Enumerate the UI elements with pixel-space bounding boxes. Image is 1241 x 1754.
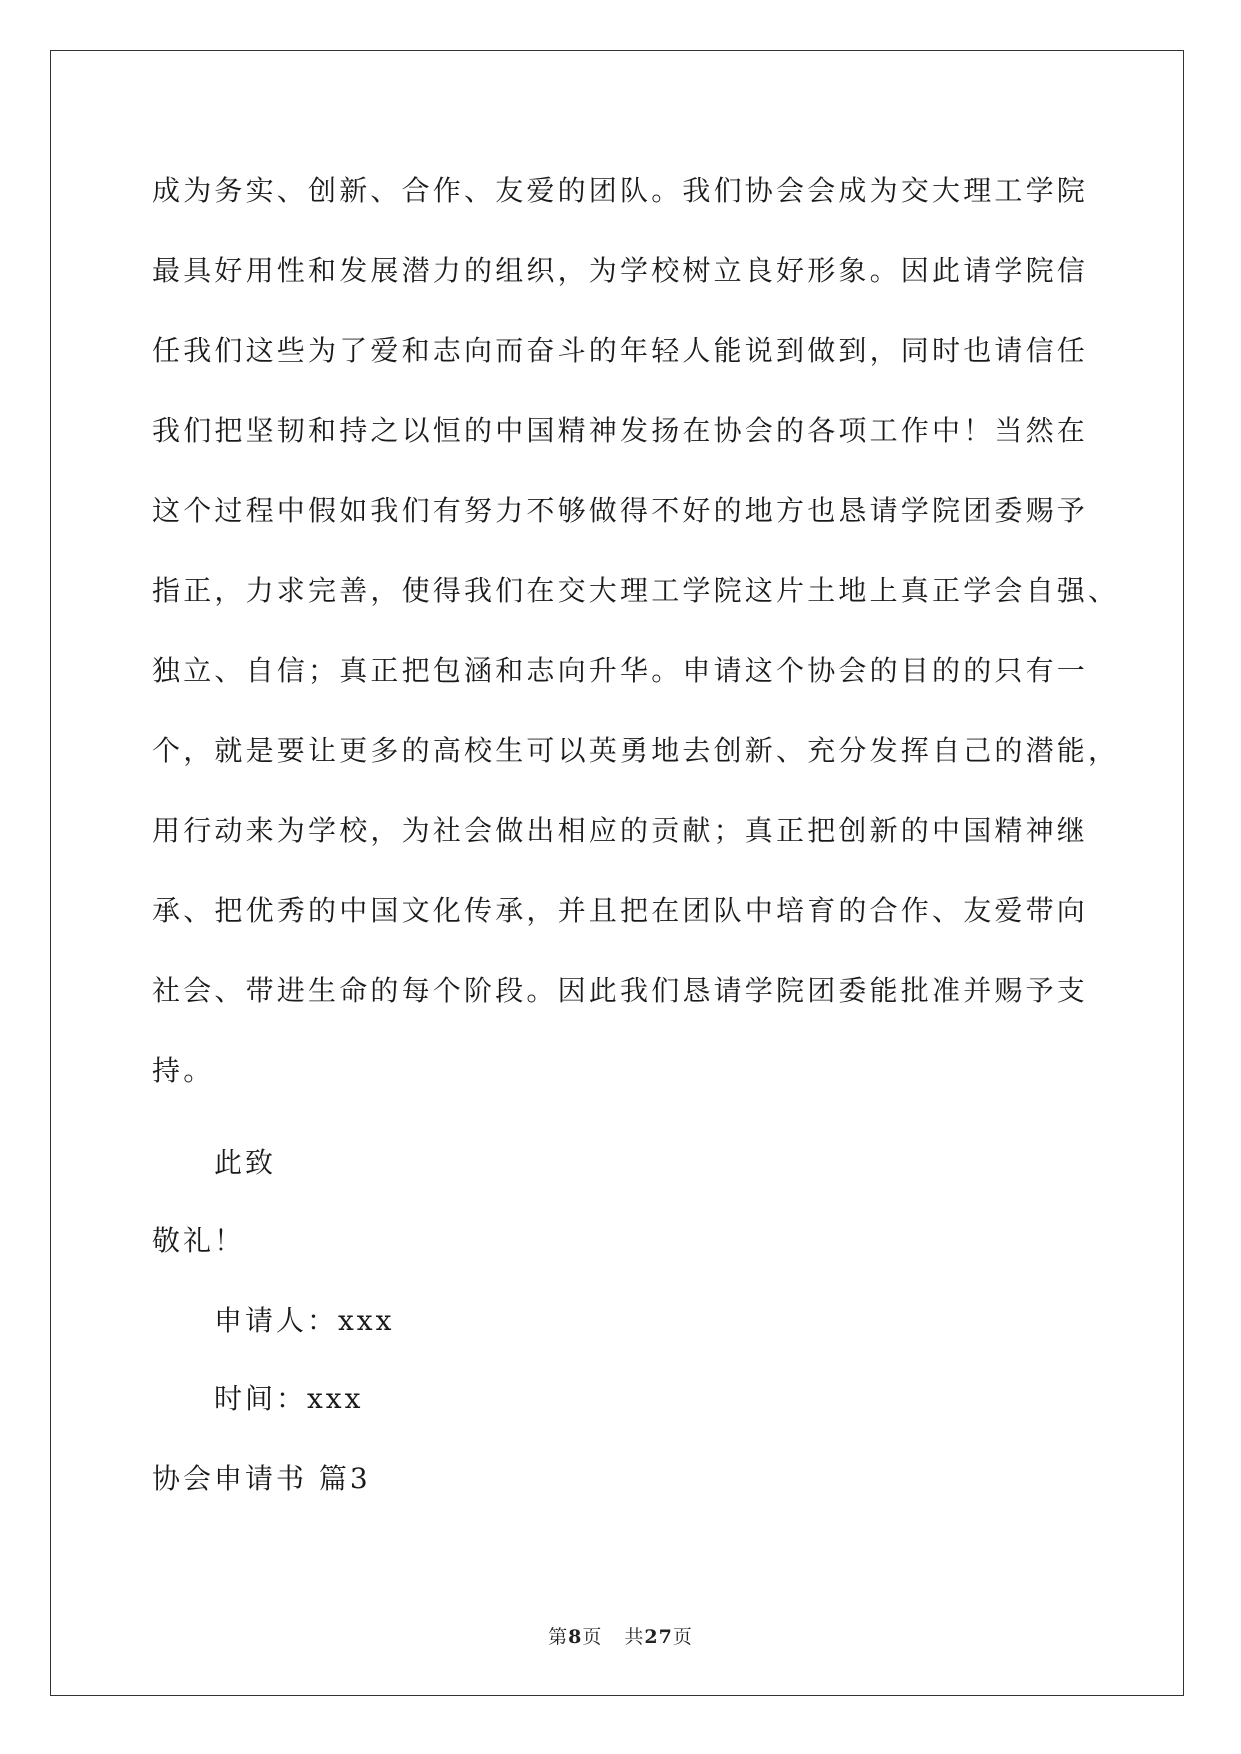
body-line: 社会、带进生命的每个阶段。因此我们恳请学院团委能批准并赐予支: [152, 974, 1089, 1007]
current-page-number: 8: [568, 1626, 583, 1648]
body-line: 承、把优秀的中国文化传承，并且把在团队中培育的合作、友爱带向: [152, 894, 1089, 927]
total-prefix: 共: [624, 1626, 645, 1648]
next-section-heading: 协会申请书 篇3: [152, 1462, 371, 1495]
applicant-line: 申请人：xxx: [214, 1304, 395, 1337]
body-line: 用行动来为学校，为社会做出相应的贡献；真正把创新的中国精神继: [152, 814, 1089, 847]
closing-ci-zhi: 此致: [214, 1146, 277, 1179]
total-suffix: 页: [672, 1626, 693, 1648]
body-line: 最具好用性和发展潜力的组织，为学校树立良好形象。因此请学院信: [152, 254, 1089, 287]
letter-body: [152, 163, 1120, 1123]
body-line: 持。: [152, 1054, 215, 1087]
page-suffix: 页: [582, 1626, 603, 1648]
page-prefix: 第: [548, 1626, 569, 1648]
body-line: 独立、自信；真正把包涵和志向升华。申请这个协会的目的的只有一: [152, 654, 1089, 687]
body-line: 指正，力求完善，使得我们在交大理工学院这片土地上真正学会自强、: [152, 574, 1120, 607]
body-line: 我们把坚韧和持之以恒的中国精神发扬在协会的各项工作中！当然在: [152, 414, 1089, 447]
body-line: 这个过程中假如我们有努力不够做得不好的地方也恳请学院团委赐予: [152, 494, 1089, 527]
total-page-count: 27: [644, 1626, 673, 1648]
body-line: 任我们这些为了爱和志向而奋斗的年轻人能说到做到，同时也请信任: [152, 334, 1089, 367]
body-line: 成为务实、创新、合作、友爱的团队。我们协会会成为交大理工学院: [152, 174, 1089, 207]
date-line: 时间：xxx: [214, 1382, 364, 1415]
body-line: 个，就是要让更多的高校生可以英勇地去创新、充分发挥自己的潜能，: [152, 734, 1120, 767]
page-footer: [0, 1622, 1241, 1649]
closing-jing-li: 敬礼！: [152, 1224, 246, 1257]
